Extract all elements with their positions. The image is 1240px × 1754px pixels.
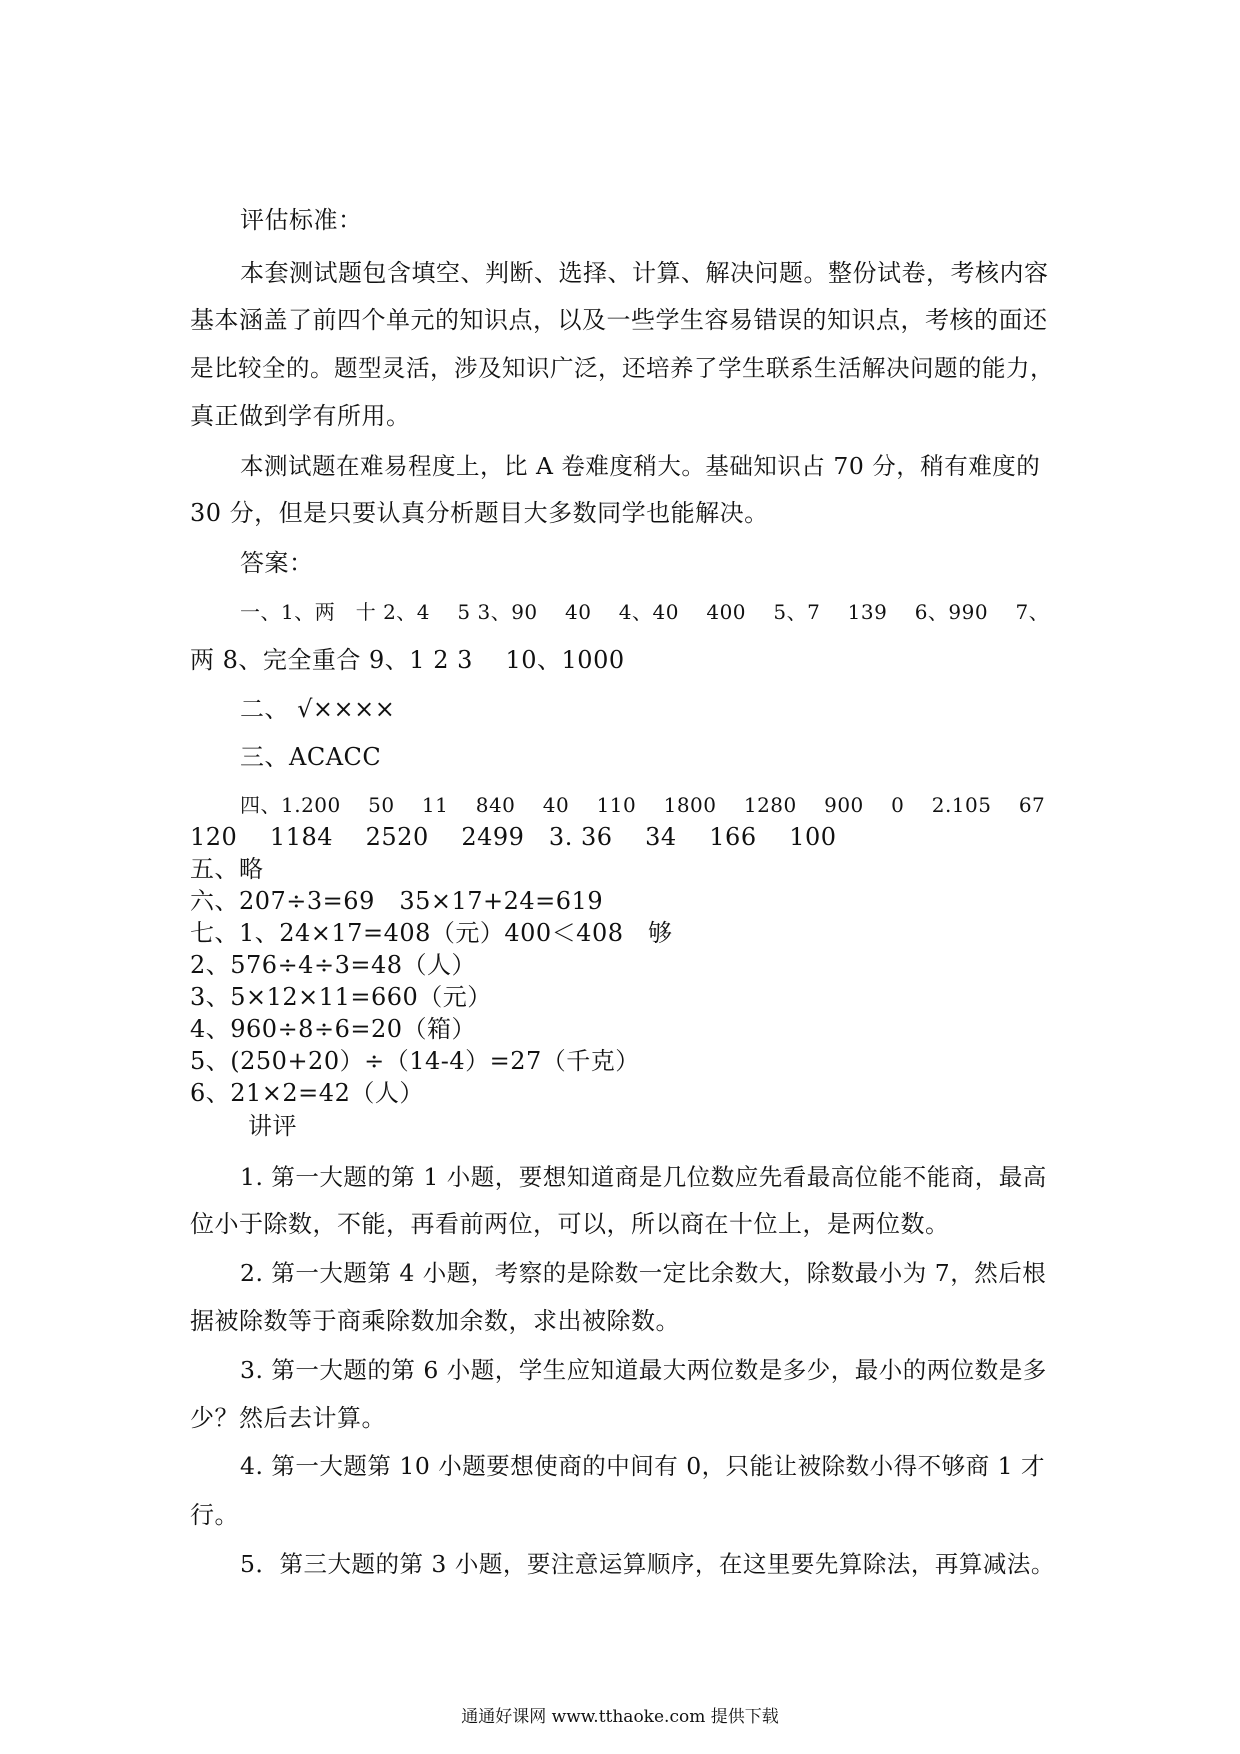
answer-line: 三、ACACC	[240, 743, 382, 771]
answer-line: 2、576÷4÷3=48（人）	[190, 951, 476, 979]
criteria-heading: 评估标准：	[240, 206, 363, 234]
review-line: 1. 第一大题的第 1 小题，要想知道商是几位数应先看最高位能不能商，最高	[240, 1163, 1047, 1191]
para2-line: 本测试题在难易程度上，比 A 卷难度稍大。基础知识占 70 分，稍有难度的	[240, 452, 1041, 480]
review-heading: 讲评	[248, 1112, 297, 1140]
footer-credit: 通通好课网 www.tthaoke.com 提供下载	[461, 1707, 779, 1727]
para1-line: 是比较全的。题型灵活，涉及知识广泛，还培养了学生联系生活解决问题的能力，	[190, 354, 1054, 382]
review-line: 位小于除数，不能，再看前两位，可以，所以商在十位上，是两位数。	[190, 1210, 950, 1238]
answer-line: 4、960÷8÷6=20（箱）	[190, 1015, 476, 1043]
review-line: 3. 第一大题的第 6 小题，学生应知道最大两位数是多少，最小的两位数是多	[240, 1356, 1047, 1384]
para2-line: 30 分，但是只要认真分析题目大多数同学也能解决。	[190, 499, 769, 527]
review-line: 少？然后去计算。	[190, 1404, 386, 1432]
review-line: 5．第三大题的第 3 小题，要注意运算顺序，在这里要先算除法，再算减法。	[240, 1550, 1055, 1578]
answer-line: 3、5×12×11=660（元）	[190, 983, 492, 1011]
answer-line: 120 1184 2520 2499 3. 36 34 166 100	[190, 823, 837, 851]
answer-line: 6、21×2=42（人）	[190, 1079, 424, 1107]
answer-line: 5、(250+20）÷（14-4）=27（千克）	[190, 1047, 640, 1075]
answer-line: 六、207÷3=69 35×17+24=619	[190, 887, 604, 915]
answer-line: 两 8、完全重合 9、1 2 3 10、1000	[190, 646, 625, 674]
para1-line: 基本涵盖了前四个单元的知识点，以及一些学生容易错误的知识点，考核的面还	[190, 306, 1048, 334]
answer-line: 五、略	[190, 855, 264, 883]
answer-line: 二、 √××××	[240, 695, 396, 723]
para1-line: 本套测试题包含填空、判断、选择、计算、解决问题。整份试卷，考核内容	[240, 259, 1049, 287]
answer-line: 一、1、两 十 2、4 5 3、90 40 4、40 400 5、7 139 6、990 7、	[240, 600, 1050, 624]
answer-line: 七、1、24×17=408（元）400＜408 够	[190, 919, 673, 947]
answer-line: 四、1.200 50 11 840 40 110 1800 1280 900 0 2.105 67	[240, 793, 1046, 817]
review-line: 据被除数等于商乘除数加余数，求出被除数。	[190, 1307, 680, 1335]
review-line: 2. 第一大题第 4 小题，考察的是除数一定比余数大，除数最小为 7，然后根	[240, 1259, 1047, 1287]
review-line: 4. 第一大题第 10 小题要想使商的中间有 0，只能让被除数小得不够商 1 才	[240, 1452, 1046, 1480]
answers-heading: 答案：	[240, 549, 314, 577]
para1-line: 真正做到学有所用。	[190, 402, 411, 430]
review-line: 行。	[190, 1501, 239, 1529]
